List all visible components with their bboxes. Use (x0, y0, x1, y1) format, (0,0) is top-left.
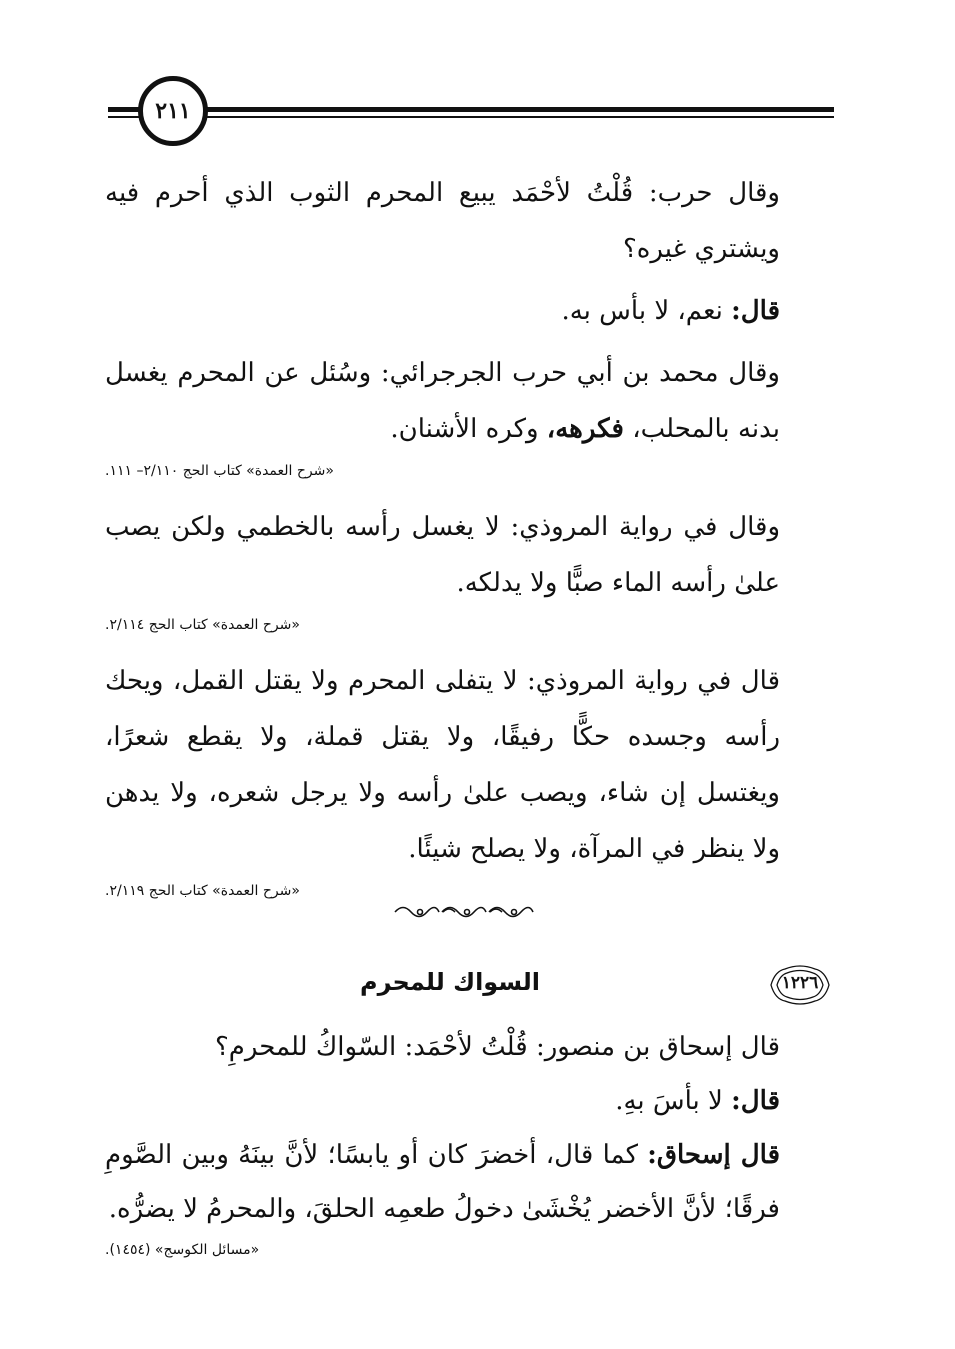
paragraph-text: وقال محمد بن أبي حرب الجرجرائي: وسُئل عن المحرم يغسل بدنه بالمحلب، (105, 358, 780, 444)
answer-label: قال إسحاق: (647, 1140, 780, 1170)
section-number-badge (765, 962, 835, 1008)
answer-label: قال: (731, 296, 780, 326)
main-text (105, 165, 830, 919)
paragraph-marwadhi-1: وقال في رواية المروذي: لا يغسل رأسه بالخطمي ولكن يصب علىٰ رأسه الماء صبًّا ولا يدلكه. (105, 512, 780, 598)
page-header (108, 75, 834, 155)
header-rule-thick (108, 107, 834, 112)
section-heading (105, 962, 830, 1012)
answer-label: قال: (731, 1086, 780, 1116)
paragraph-answer-1 (105, 283, 830, 339)
paragraph-text: وكره الأشنان. (390, 414, 547, 444)
answer-text: لا بأسَ بهِ. (615, 1086, 732, 1116)
paragraph-harb: وقال حرب: قُلْتُ لأحْمَد يبيع المحرم الثوب الذي أحرم فيه ويشتري غيره؟ (105, 178, 780, 264)
page-number-badge (138, 76, 208, 146)
paragraph-question: قال إسحاق بن منصور: قُلْتُ لأحْمَد: السّواكُ للمحرمِ؟ (215, 1032, 780, 1062)
section-title: السواك للمحرم (360, 968, 540, 996)
bold-phrase: فكرهه، (546, 414, 624, 444)
citation: «شرح العمدة» كتاب الحج ٢/١١٤. (105, 617, 300, 633)
paragraph-answer-2 (105, 1074, 830, 1128)
citation: «مسائل الكوسج» (١٤٥٤). (105, 1242, 260, 1258)
paragraph-ishaq (105, 1128, 830, 1236)
paragraph-marwadhi-2: قال في رواية المروذي: لا يتفلى المحرم ولا يقتل القمل، ويحك رأسه وجسده حكًّا رفيقًا، ولا يقتل قملة، ولا يقطع شعرًا، ويغتسل إن شاء، ويصب علىٰ رأسه ولا يرجل شعره، ولا يدهن ولا ينظر في المرآة، ولا يصلح شيئًا. (105, 666, 780, 864)
paragraph-jarjarai (105, 345, 830, 457)
page-number: ٢١١ (155, 98, 191, 124)
citation: «شرح العمدة» كتاب الحج ٢/١١٩. (105, 883, 300, 899)
header-rule-thin (108, 116, 834, 118)
section-number: ١٢٢٦ (781, 973, 819, 993)
section-text (105, 1020, 830, 1278)
answer-text: نعم، لا بأس به. (561, 296, 732, 326)
answer-text: كما قال، أخضرَ كان أو يابسًا؛ لأنَّ بينَهُ وبين الصَّومِ فرقًا؛ لأنَّ الأخضر يُخْشَىٰ دخولُ طعمِه الحلقَ، والمحرمُ لا يضرُّه. (105, 1140, 780, 1224)
citation: «شرح العمدة» كتاب الحج ٢/١١٠– ١١١. (105, 463, 334, 479)
ornament-divider (390, 900, 540, 924)
